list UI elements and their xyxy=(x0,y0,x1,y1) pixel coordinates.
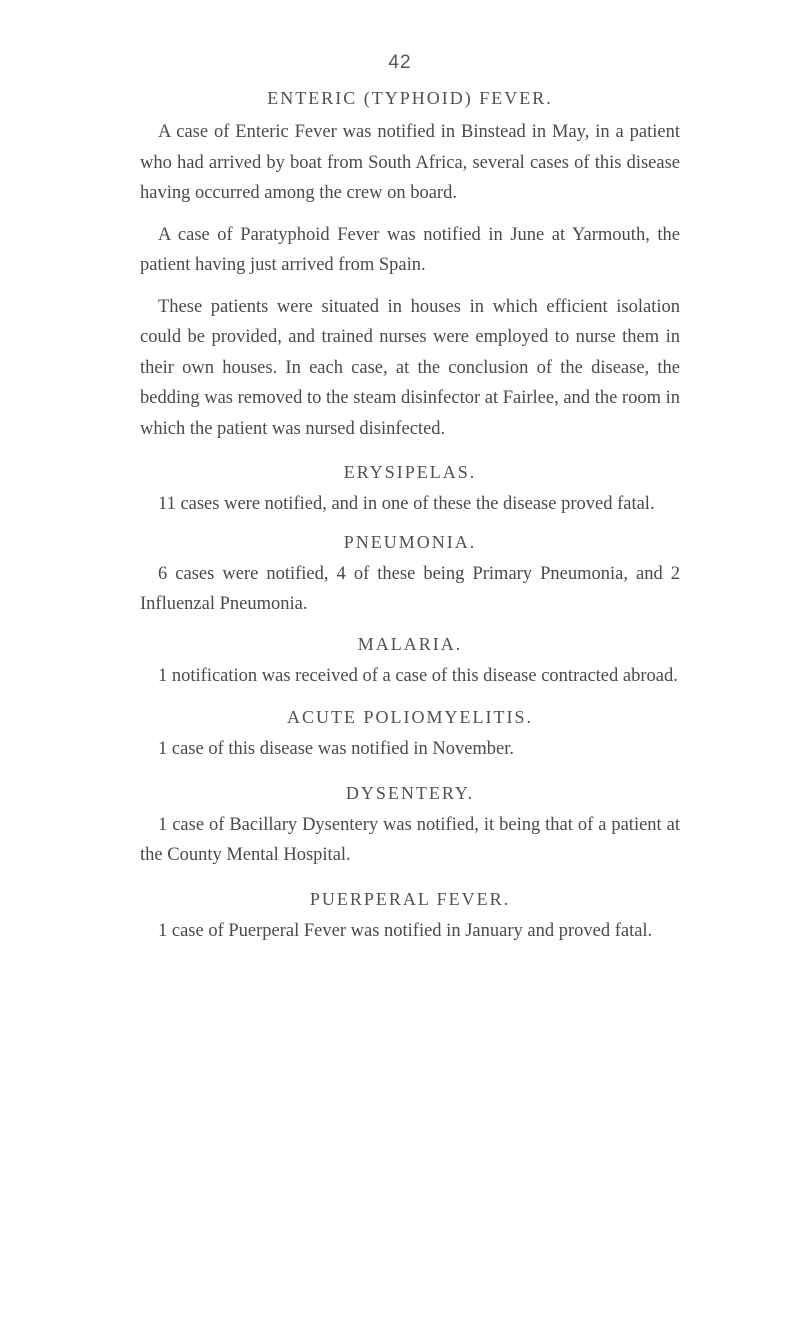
section-acute-poliomyelitis xyxy=(140,707,680,765)
page-number: 42 xyxy=(388,52,412,73)
section-heading: ACUTE POLIOMYELITIS. xyxy=(287,707,533,727)
section-pneumonia xyxy=(140,532,680,620)
page-body xyxy=(140,88,680,946)
section-dysentery xyxy=(140,783,680,871)
section-malaria xyxy=(140,634,680,692)
paragraph: 1 case of this disease was notified in November. xyxy=(158,739,515,759)
paragraph: 6 cases were notified, 4 of these being Primary Pneumonia, and 2 Influenzal Pneumonia. xyxy=(140,563,680,614)
paragraph: 11 cases were notified, and in one of these the disease proved fatal. xyxy=(158,494,655,514)
paragraph: 1 case of Puerperal Fever was notified in January and proved fatal. xyxy=(158,920,653,941)
section-erysipelas xyxy=(140,462,680,520)
paragraph: These patients were situated in houses in which efficient isolation could be provided, and trained nurses were employed to nurse them in their own houses. In each case, at the conclusion of the disease, the bedding was removed to the steam disinfector at Fairlee, and the room in which the patient was nursed disinfected. xyxy=(140,296,680,439)
paragraph: 1 notification was received of a case of this disease contracted abroad. xyxy=(158,665,678,686)
section-heading: DYSENTERY. xyxy=(345,782,475,803)
section-heading: MALARIA. xyxy=(357,633,463,654)
section-puerperal-fever xyxy=(140,889,680,947)
section-heading: ENTERIC (TYPHOID) FEVER. xyxy=(267,88,553,108)
section-heading: PNEUMONIA. xyxy=(343,531,477,552)
section-heading: PUERPERAL FEVER. xyxy=(309,888,511,909)
paragraph: 1 case of Bacillary Dysentery was notified, it being that of a patient at the County Mental Hospital. xyxy=(140,814,680,865)
section-enteric-fever xyxy=(140,88,680,444)
paragraph: A case of Enteric Fever was notified in Binstead in May, in a patient who had arrived by boat from South Africa, several cases of this disease having occurred among the crew on board. xyxy=(140,122,680,203)
paragraph: A case of Paratyphoid Fever was notified in June at Yarmouth, the patient having just arrived from Spain. xyxy=(140,224,680,275)
section-heading: ERYSIPELAS. xyxy=(343,462,477,482)
